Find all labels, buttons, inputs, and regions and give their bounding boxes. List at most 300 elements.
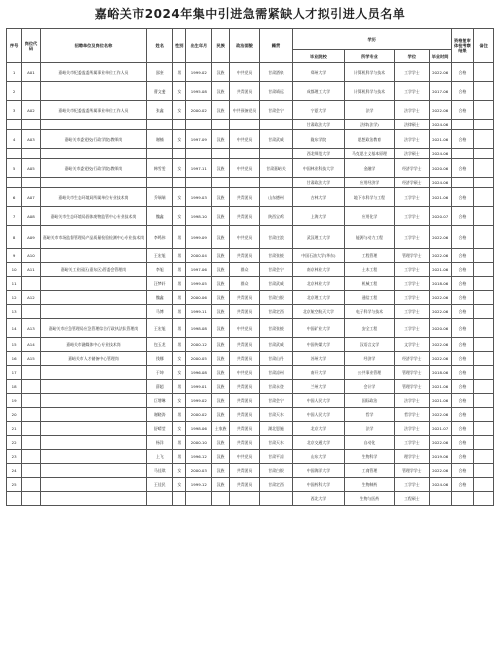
cell-result: 合格 (451, 408, 474, 422)
cell-name: 谢楠 (147, 130, 173, 149)
cell-degree: 管理学学士 (394, 249, 429, 263)
cell-grad: 2024.06 (429, 478, 451, 492)
cell-result (451, 178, 474, 188)
cell-major: 土木工程 (344, 263, 394, 277)
cell-unit (40, 120, 147, 130)
cell-result: 合格 (451, 188, 474, 207)
cell-major: 安全工程 (344, 319, 394, 338)
cell-hometown: 甘肃会宁 (260, 394, 293, 408)
cell-name (147, 492, 173, 506)
cell-code: A13 (22, 319, 40, 338)
cell-degree: 工程硕士 (394, 492, 429, 506)
cell-seq: 16 (7, 352, 22, 366)
cell-remark (474, 188, 494, 207)
cell-school: 中国人民大学 (292, 408, 344, 422)
cell-school: 中国海洋大学 (292, 464, 344, 478)
header-code: 岗位代码 (22, 29, 40, 63)
cell-unit (40, 249, 147, 263)
cell-grad: 2018.06 (429, 277, 451, 291)
cell-ethnic: 汉族 (212, 319, 229, 338)
cell-seq: 19 (7, 394, 22, 408)
cell-political: 中共预备党员 (229, 101, 259, 120)
cell-political: 共青团员 (229, 305, 259, 319)
page-title: 嘉峪关市2024年集中引进急需紧缺人才拟引进人员名单 (94, 7, 406, 21)
cell-remark (474, 464, 494, 478)
cell-result: 合格 (451, 101, 474, 120)
cell-seq: 4 (7, 130, 22, 149)
cell-remark (474, 319, 494, 338)
cell-school: 北京林业大学 (292, 277, 344, 291)
cell-birth: 1999.01 (186, 380, 212, 394)
cell-grad: 2022.06 (429, 305, 451, 319)
cell-ethnic: 汉族 (212, 277, 229, 291)
cell-political: 中共党员 (229, 63, 259, 82)
cell-hometown: 甘肃武威 (260, 130, 293, 149)
cell-result (451, 120, 474, 130)
cell-birth: 1997.11 (186, 159, 212, 178)
cell-major: 法律(法学) (344, 120, 394, 130)
cell-hometown (260, 178, 293, 188)
cell-degree: 管理学学士 (394, 380, 429, 394)
cell-sex: 男 (173, 436, 186, 450)
table-header (7, 29, 494, 63)
cell-degree: 工学学士 (394, 478, 429, 492)
cell-political: 共青团员 (229, 422, 259, 436)
cell-degree: 法学学士 (394, 422, 429, 436)
cell-birth: 2000.04 (186, 249, 212, 263)
cell-school: 中国矿业大学 (292, 319, 344, 338)
cell-political: 共青团员 (229, 464, 259, 478)
cell-birth: 1997.06 (186, 263, 212, 277)
cell-hometown: 甘肃白银 (260, 291, 293, 305)
cell-sex: 女 (173, 478, 186, 492)
cell-code (22, 277, 40, 291)
cell-seq: 14 (7, 319, 22, 338)
cell-remark (474, 120, 494, 130)
cell-school: 郑州大学 (292, 63, 344, 82)
cell-ethnic: 汉族 (212, 263, 229, 277)
cell-hometown: 甘肃天水 (260, 408, 293, 422)
table-row (7, 63, 494, 82)
cell-name (147, 149, 173, 159)
cell-ethnic: 汉族 (212, 188, 229, 207)
cell-birth: 1997.09 (186, 130, 212, 149)
cell-political: 共青团员 (229, 82, 259, 101)
cell-ethnic (212, 149, 229, 159)
cell-grad: 2024.06 (429, 178, 451, 188)
cell-major: 公共事业管理 (344, 366, 394, 380)
cell-major: 计算机科学与技术 (344, 63, 394, 82)
cell-code (22, 82, 40, 101)
cell-ethnic (212, 492, 229, 506)
cell-grad: 2024.06 (429, 120, 451, 130)
cell-sex: 男 (173, 63, 186, 82)
table-row (7, 394, 494, 408)
cell-major: 计算机科学与技术 (344, 82, 394, 101)
cell-unit: 嘉峪关市纪委监委所属事业单位工作人员 (40, 63, 147, 82)
cell-name: 杨洋 (147, 436, 173, 450)
cell-name: 邵奎 (147, 63, 173, 82)
cell-major: 通信工程 (344, 291, 394, 305)
cell-seq: 22 (7, 436, 22, 450)
header-remark: 备注 (474, 29, 494, 63)
cell-name: 李旭 (147, 263, 173, 277)
cell-remark (474, 178, 494, 188)
cell-political: 共青团员 (229, 408, 259, 422)
cell-ethnic: 汉族 (212, 305, 229, 319)
cell-name (147, 120, 173, 130)
personnel-table (6, 28, 494, 506)
cell-school: 成都理工大学 (292, 82, 344, 101)
table-row (7, 478, 494, 492)
header-sex: 性别 (173, 29, 186, 63)
cell-name: 魏鑫 (147, 207, 173, 226)
cell-remark (474, 226, 494, 249)
cell-degree: 法律硕士 (394, 120, 429, 130)
cell-result: 合格 (451, 436, 474, 450)
cell-degree: 法学硕士 (394, 149, 429, 159)
cell-ethnic: 汉族 (212, 291, 229, 305)
cell-hometown: 陕西宝鸡 (260, 207, 293, 226)
cell-name: 王宏旭 (147, 319, 173, 338)
cell-result: 合格 (451, 207, 474, 226)
cell-school: 北京交通大学 (292, 436, 344, 450)
cell-remark (474, 159, 494, 178)
cell-degree: 工学学士 (394, 63, 429, 82)
cell-result: 合格 (451, 422, 474, 436)
cell-unit (40, 380, 147, 394)
cell-grad: 2021.06 (429, 380, 451, 394)
cell-degree: 管理学学士 (394, 366, 429, 380)
cell-birth: 2000.02 (186, 101, 212, 120)
cell-unit (40, 149, 147, 159)
cell-unit: 嘉峪关市生态环境局固体废物监管中心专业技术岗 (40, 207, 147, 226)
cell-school: 北京理工大学 (292, 291, 344, 305)
cell-hometown: 甘肃庄浪 (260, 226, 293, 249)
cell-code (22, 394, 40, 408)
cell-hometown: 甘肃嘉峪关 (260, 159, 293, 178)
table-row (7, 492, 494, 506)
header-name: 姓名 (147, 29, 173, 63)
cell-birth (186, 120, 212, 130)
cell-name: 包玉龙 (147, 338, 173, 352)
cell-political: 共青团员 (229, 188, 259, 207)
cell-ethnic (212, 120, 229, 130)
cell-major: 马克思主义基本原理 (344, 149, 394, 159)
cell-major: 工程管理 (344, 249, 394, 263)
cell-seq: 20 (7, 408, 22, 422)
cell-unit (40, 492, 147, 506)
cell-grad: 2022.06 (429, 226, 451, 249)
cell-seq: 10 (7, 263, 22, 277)
cell-code: A07 (22, 188, 40, 207)
cell-result: 合格 (451, 63, 474, 82)
cell-school: 宁夏大学 (292, 101, 344, 120)
cell-result: 合格 (451, 450, 474, 464)
table-row (7, 207, 494, 226)
cell-major: 经济学 (344, 352, 394, 366)
cell-ethnic: 汉族 (212, 226, 229, 249)
cell-result: 合格 (451, 352, 474, 366)
cell-unit (40, 450, 147, 464)
cell-result: 合格 (451, 291, 474, 305)
cell-political (229, 492, 259, 506)
cell-hometown: 甘肃张掖 (260, 319, 293, 338)
cell-birth: 1999.09 (186, 226, 212, 249)
cell-name: 王佳民 (147, 478, 173, 492)
cell-political: 共青团员 (229, 338, 259, 352)
cell-sex: 男 (173, 408, 186, 422)
cell-birth: 1995.08 (186, 82, 212, 101)
cell-birth: 1999.02 (186, 63, 212, 82)
cell-major: 哲学 (344, 408, 394, 422)
cell-sex: 女 (173, 159, 186, 178)
cell-hometown: 甘肃酒泉 (260, 63, 293, 82)
cell-seq: 15 (7, 338, 22, 352)
cell-school: 西北师范大学 (292, 149, 344, 159)
cell-remark (474, 305, 494, 319)
cell-hometown: 甘肃凉州 (260, 366, 293, 380)
cell-political (229, 149, 259, 159)
cell-code: A11 (22, 263, 40, 277)
cell-degree: 经济学学士 (394, 352, 429, 366)
cell-ethnic: 汉族 (212, 101, 229, 120)
cell-major: 应用经济学 (344, 178, 394, 188)
cell-sex: 女 (173, 101, 186, 120)
cell-unit (40, 422, 147, 436)
cell-school: 兰州大学 (292, 380, 344, 394)
cell-remark (474, 82, 494, 101)
cell-sex: 男 (173, 291, 186, 305)
cell-birth: 1999.12 (186, 478, 212, 492)
cell-birth: 1999.05 (186, 277, 212, 291)
cell-unit: 嘉峪关市委党校(行政学院)教师岗 (40, 159, 147, 178)
cell-birth: 1999.11 (186, 305, 212, 319)
header-grad: 毕业时间 (429, 50, 451, 63)
cell-sex: 男 (173, 249, 186, 263)
table-row (7, 101, 494, 120)
cell-grad: 2022.06 (429, 352, 451, 366)
cell-degree: 工学学士 (394, 226, 429, 249)
cell-political: 中共党员 (229, 319, 259, 338)
cell-sex: 女 (173, 366, 186, 380)
cell-degree: 工学学士 (394, 436, 429, 450)
cell-political: 中共党员 (229, 450, 259, 464)
cell-ethnic: 汉族 (212, 366, 229, 380)
cell-grad: 2019.06 (429, 450, 451, 464)
cell-seq (7, 178, 22, 188)
cell-hometown: 甘肃天水 (260, 436, 293, 450)
cell-remark (474, 338, 494, 352)
cell-seq: 1 (7, 63, 22, 82)
header-major: 所学专业 (344, 50, 394, 63)
cell-major: 机械工程 (344, 277, 394, 291)
cell-unit: 嘉峪关工业园区(嘉东区)管委会管理岗 (40, 263, 147, 277)
cell-sex: 男 (173, 277, 186, 291)
table-row (7, 408, 494, 422)
cell-ethnic: 汉族 (212, 207, 229, 226)
cell-remark (474, 277, 494, 291)
cell-remark (474, 408, 494, 422)
table-row (7, 319, 494, 338)
cell-code: A12 (22, 291, 40, 305)
cell-seq (7, 120, 22, 130)
cell-sex: 男 (173, 226, 186, 249)
cell-major: 国际政治 (344, 394, 394, 408)
cell-sex: 女 (173, 130, 186, 149)
cell-name: 上飞 (147, 450, 173, 464)
cell-sex: 女 (173, 352, 186, 366)
cell-result: 合格 (451, 380, 474, 394)
cell-school: 西北大学 (292, 492, 344, 506)
cell-remark (474, 394, 494, 408)
cell-grad: 2021.06 (429, 130, 451, 149)
cell-remark (474, 366, 494, 380)
table-row (7, 305, 494, 319)
cell-code (22, 149, 40, 159)
cell-remark (474, 249, 494, 263)
cell-birth: 1998.08 (186, 319, 212, 338)
cell-major: 能源与动力工程 (344, 226, 394, 249)
cell-result: 合格 (451, 394, 474, 408)
cell-name: 张鑫 (147, 101, 173, 120)
cell-birth: 2000.05 (186, 352, 212, 366)
cell-seq: 23 (7, 450, 22, 464)
header-unit: 招聘单位及岗位名称 (40, 29, 147, 63)
cell-grad: 2020.07 (429, 207, 451, 226)
cell-ethnic: 汉族 (212, 478, 229, 492)
cell-hometown (260, 120, 293, 130)
cell-unit (40, 464, 147, 478)
cell-unit (40, 277, 147, 291)
header-education: 学历 (292, 29, 451, 50)
cell-degree: 法学学士 (394, 130, 429, 149)
cell-code: A02 (22, 101, 40, 120)
cell-political: 共青团员 (229, 478, 259, 492)
cell-code: A03 (22, 130, 40, 149)
cell-ethnic: 汉族 (212, 380, 229, 394)
cell-political: 中共党员 (229, 366, 259, 380)
cell-code (22, 120, 40, 130)
cell-remark (474, 492, 494, 506)
cell-grad: 2022.06 (429, 408, 451, 422)
cell-seq: 5 (7, 159, 22, 178)
cell-school: 北京航空航天大学 (292, 305, 344, 319)
cell-birth (186, 492, 212, 506)
cell-grad: 2020.06 (429, 319, 451, 338)
cell-remark (474, 478, 494, 492)
cell-grad: 2022.06 (429, 464, 451, 478)
cell-name: 韩雪雯 (147, 159, 173, 178)
cell-name: 乔瑞瑞 (147, 188, 173, 207)
cell-political: 共青团员 (229, 249, 259, 263)
cell-political (229, 120, 259, 130)
cell-school: 苏州大学 (292, 352, 344, 366)
cell-degree: 管理学学士 (394, 464, 429, 478)
cell-political: 共青团员 (229, 436, 259, 450)
table-row (7, 436, 494, 450)
header-seq: 序号 (7, 29, 22, 63)
cell-school: 中国林业科技大学 (292, 159, 344, 178)
cell-school: 甘肃政法大学 (292, 120, 344, 130)
cell-degree: 工学学士 (394, 82, 429, 101)
cell-result (451, 492, 474, 506)
cell-sex: 女 (173, 464, 186, 478)
cell-sex (173, 120, 186, 130)
cell-school: 吉林大学 (292, 188, 344, 207)
cell-ethnic: 汉族 (212, 450, 229, 464)
cell-major: 电子科学与技术 (344, 305, 394, 319)
cell-hometown: 甘肃定西 (260, 478, 293, 492)
cell-code: A01 (22, 63, 40, 82)
cell-ethnic: 土家族 (212, 422, 229, 436)
cell-sex: 男 (173, 380, 186, 394)
cell-degree: 工学学士 (394, 305, 429, 319)
cell-school: 中国传媒大学 (292, 338, 344, 352)
cell-major: 思想政治教育 (344, 130, 394, 149)
cell-grad: 2022.06 (429, 291, 451, 305)
cell-birth: 2000.02 (186, 408, 212, 422)
cell-ethnic: 汉族 (212, 408, 229, 422)
cell-seq: 21 (7, 422, 22, 436)
cell-major: 生物与医药 (344, 492, 394, 506)
cell-sex: 男 (173, 338, 186, 352)
cell-sex: 男 (173, 450, 186, 464)
cell-name: 马佳琪 (147, 464, 173, 478)
cell-birth: 1996.12 (186, 450, 212, 464)
cell-hometown: 甘肃会宁 (260, 263, 293, 277)
cell-seq: 18 (7, 380, 22, 394)
cell-seq (7, 492, 22, 506)
cell-school: 陇东学院 (292, 130, 344, 149)
cell-ethnic: 汉族 (212, 464, 229, 478)
cell-degree: 工学学士 (394, 277, 429, 291)
cell-unit: 嘉峪关市委党校(行政学院)教师岗 (40, 130, 147, 149)
cell-degree: 文学学士 (394, 338, 429, 352)
cell-code: A15 (22, 352, 40, 366)
cell-code (22, 450, 40, 464)
cell-hometown: 甘肃张掖 (260, 249, 293, 263)
header-political: 政治面貌 (229, 29, 259, 63)
cell-hometown: 甘肃山丹 (260, 352, 293, 366)
cell-hometown (260, 492, 293, 506)
cell-school: 南开大学 (292, 366, 344, 380)
cell-result: 合格 (451, 366, 474, 380)
cell-remark (474, 130, 494, 149)
cell-hometown: 甘肃会宁 (260, 101, 293, 120)
cell-name: 王宏旭 (147, 249, 173, 263)
table-row (7, 352, 494, 366)
cell-ethnic: 汉族 (212, 63, 229, 82)
cell-ethnic (212, 178, 229, 188)
cell-major: 汉语言文学 (344, 338, 394, 352)
cell-sex: 男 (173, 319, 186, 338)
table-row (7, 82, 494, 101)
table-row (7, 263, 494, 277)
cell-seq: 2 (7, 82, 22, 101)
cell-degree: 理学学士 (394, 450, 429, 464)
cell-birth: 2000.12 (186, 338, 212, 352)
cell-seq: 8 (7, 226, 22, 249)
cell-political: 群众 (229, 277, 259, 291)
cell-remark (474, 436, 494, 450)
cell-name: 于坤 (147, 366, 173, 380)
cell-seq: 11 (7, 277, 22, 291)
cell-sex (173, 492, 186, 506)
cell-remark (474, 207, 494, 226)
cell-remark (474, 450, 494, 464)
cell-name (147, 178, 173, 188)
